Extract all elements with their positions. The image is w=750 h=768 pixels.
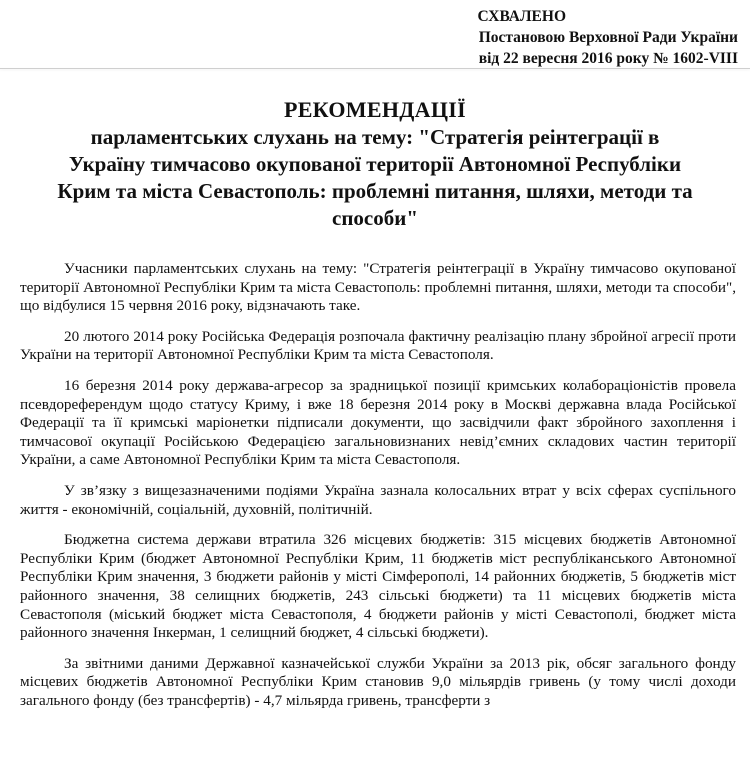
paragraph-4: У зв’язку з вищезазначеними подіями Україна зазнала колосальних втрат у всіх сферах суспільного життя - економічній, соціальній, духовній, політичній. xyxy=(20,481,736,518)
document-subtitle: парламентських слухань на тему: "Стратегія реінтеграції в Україну тимчасово окупованої території Автономної Республіки Крим та міста Севастополь: проблемні питання, шляхи, методи та способи" xyxy=(57,125,693,230)
paragraph-5: Бюджетна система держави втратила 326 місцевих бюджетів: 315 місцевих бюджетів Автономної Республіки Крим (бюджет Автономної Республіки Крим, 11 бюджетів міст республіканського Автономної Республіки Крим значення, 3 бюджети районів у місті Сімферополі, 14 районних бюджетів, 5 бюджетів міст районного значення, 38 селищних бюджетів, 243 сільські бюджети) та 11 місцевих бюджетів міста Севастополя (міський бюджет міста Севастополя, 4 бюджети районів у місті Севастополі, бюджет міста районного значення Інкерман, 1 селищний бюджет, 4 сільські бюджети). xyxy=(20,531,736,642)
document-title: РЕКОМЕНДАЦІЇ xyxy=(283,97,467,122)
paragraph-1: Учасники парламентських слухань на тему: "Стратегія реінтеграції в Україну тимчасово окупованої території Автономної Республіки Крим та міста Севастополь: проблемні питання, шляхи, методи та способи", що відбулися 15 червня 2016 року, відзначають таке. xyxy=(20,260,736,315)
header-divider xyxy=(0,68,750,69)
paragraph-2: 20 лютого 2014 року Російська Федерація розпочала фактичну реалізацію плану збройної агресії проти України на території Автономної Республіки Крим та міста Севастополя. xyxy=(20,327,736,364)
paragraph-6: За звітними даними Державної казначейської служби України за 2013 рік, обсяг загального фонду місцевих бюджетів Автономної Республіки Крим становив 9,0 мільярдів гривень (у тому числі доходи загального фонду (без трансфертів) - 4,7 мільярда гривень, трансферти з xyxy=(20,654,736,709)
approval-stamp xyxy=(358,6,738,69)
approval-date-line: від 22 вересня 2016 року № 1602-VIII xyxy=(478,50,738,67)
paragraph-3: 16 березня 2014 року держава-агресор за зрадницької позиції кримських колабораціоністів провела псевдореферендум щодо статусу Криму, і вже 18 березня 2014 року в Москві державна влада Російської Федерації та її кримські маріонетки підписали документи, що засвідчили факт збройного захоплення і тимчасової окупації Російською Федерацією загальновизнаних невід’ємних складових частин території України, а саме Автономної Республіки Крим та міста Севастополя. xyxy=(20,376,736,469)
approval-resolution-line: Постановою Верховної Ради України xyxy=(478,29,738,46)
document-title-block xyxy=(20,96,730,232)
document-body xyxy=(20,260,736,722)
approval-label: СХВАЛЕНО xyxy=(477,8,566,25)
